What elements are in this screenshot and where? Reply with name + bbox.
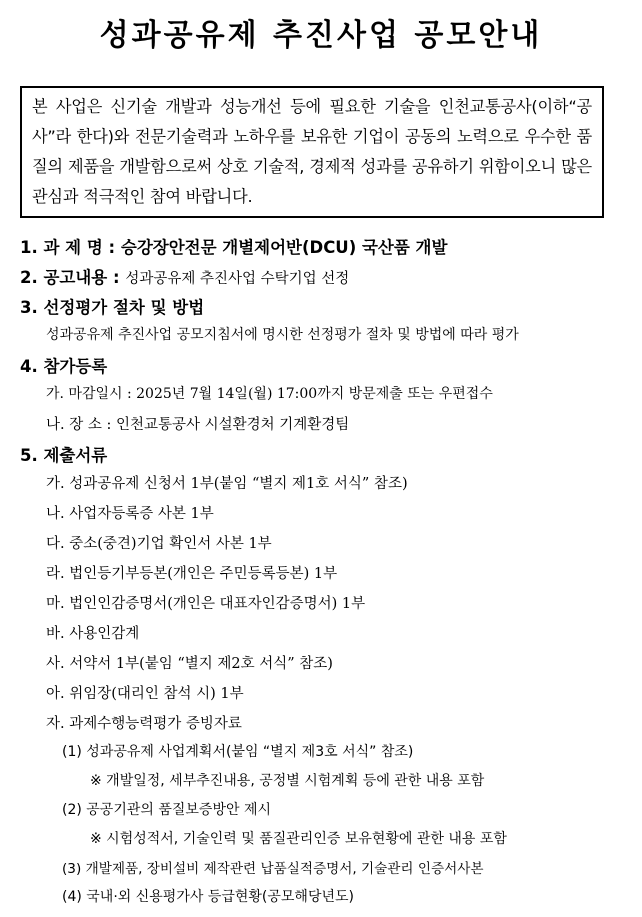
section-5-heading: 5. 제출서류: [20, 446, 108, 465]
section-5-subitem: (4) 국내·외 신용평가사 등급현황(공모해당년도): [62, 889, 354, 905]
section-5-item: 아. 위임장(대리인 참석 시) 1부: [46, 686, 244, 702]
page-title: 성과공유제 추진사업 공모안내: [99, 18, 543, 53]
section-5-item: 가. 성과공유제 신청서 1부(붙임 “별지 제1호 서식” 참조): [46, 476, 408, 492]
section-5-subitem: (3) 개발제품, 장비설비 제작관련 납품실적증명서, 기술관리 인증서사본: [62, 861, 484, 877]
section-5-note: ※ 시험성적서, 기술인력 및 품질관리인증 보유현황에 관한 내용 포함: [90, 831, 507, 847]
section-3-text: 성과공유제 추진사업 공모지침서에 명시한 선정평가 절차 및 방법에 따라 평가: [46, 327, 519, 343]
section-5-item: 사. 서약서 1부(붙임 “별지 제2호 서식” 참조): [46, 656, 333, 672]
section-2-label: 2. 공고내용 :: [20, 268, 120, 287]
section-2-value: 성과공유제 추진사업 수탁기업 선정: [125, 271, 350, 287]
section-5-item: 다. 중소(중견)기업 확인서 사본 1부: [46, 536, 272, 552]
section-5-item: 바. 사용인감계: [46, 626, 140, 642]
section-5-subitem: (2) 공공기관의 품질보증방안 제시: [62, 802, 271, 818]
section-3-heading: 3. 선정평가 절차 및 방법: [20, 298, 205, 317]
section-5-subitem: (1) 성과공유제 사업계획서(붙임 “별지 제3호 서식” 참조): [62, 744, 414, 760]
section-5-note: ※ 개발일정, 세부추진내용, 공정별 시험계획 등에 관한 내용 포함: [90, 773, 485, 789]
intro-box: 본 사업은 신기술 개발과 성능개선 등에 필요한 기술을 인천교통공사(이하“공사”라 한다)와 전문기술력과 노하우를 보유한 기업이 공동의 노력으로 우수한 품질의 제품을 개발함으로써 상호 기술적, 경제적 성과를 공유하기 위함이오니 많은 관심과 적극적인 참여 바랍니다.: [20, 86, 604, 218]
section-5-item: 마. 법인인감증명서(개인은 대표자인감증명서) 1부: [46, 596, 366, 612]
section-2: [20, 264, 349, 288]
section-4-item: 나. 장 소 : 인천교통공사 시설환경처 기계환경팀: [46, 417, 350, 433]
section-4-heading: 4. 참가등록: [20, 357, 108, 376]
section-5-item: 라. 법인등기부등본(개인은 주민등록등본) 1부: [46, 566, 338, 582]
section-4-item: 가. 마감일시 : 2025년 7월 14일(월) 17:00까지 방문제출 또는 우편접수: [46, 386, 493, 402]
section-5-item: 자. 과제수행능력평가 증빙자료: [46, 716, 242, 732]
section-5-item: 나. 사업자등록증 사본 1부: [46, 506, 214, 522]
section-1-heading: 1. 과 제 명 : 승강장안전문 개별제어반(DCU) 국산품 개발: [20, 238, 448, 257]
